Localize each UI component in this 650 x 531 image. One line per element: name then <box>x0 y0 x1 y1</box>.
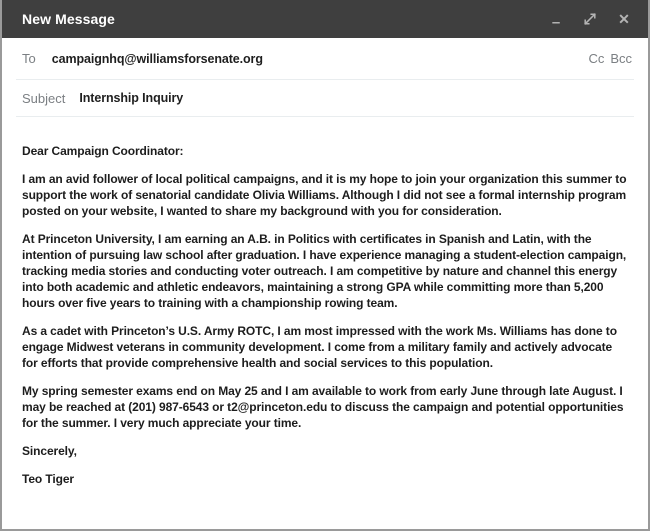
body-paragraph: Teo Tiger <box>22 472 74 486</box>
body-paragraph: At Princeton University, I am earning an A.B. in Politics with certificates in Spanish and Latin, with the intention of pursuing law school after graduation. I have experience managing a student-election campaign, tracking media stories and conducting voter outreach. I am competitive by nature and channel this energy into both academic and athletic endeavors, maintaining a strong GPA while committing more than 5,200 hours over five years to training with a championship rowing team. <box>22 232 627 310</box>
subject-row <box>2 80 648 116</box>
pop-out-icon[interactable] <box>582 11 598 27</box>
body-paragraph: My spring semester exams end on May 25 and I am available to work from early June through late August. I may be reached at (201) 987-6543 or t2@princeton.edu to discuss the campaign and potential opportunities for the summer. I very much appreciate your time. <box>22 384 624 430</box>
cc-bcc-links <box>588 51 632 66</box>
titlebar[interactable] <box>2 0 648 38</box>
minimize-icon[interactable]: – <box>551 13 561 31</box>
subject-value[interactable]: Internship Inquiry <box>79 91 184 105</box>
to-label: To <box>22 51 36 66</box>
window-controls <box>548 10 632 31</box>
message-body-editor[interactable] <box>2 117 648 487</box>
to-recipient-value[interactable]: campaignhq@williamsforsenate.org <box>51 51 263 66</box>
to-row <box>2 38 648 79</box>
body-paragraph: I am an avid follower of local political campaigns, and it is my hope to join your organization this summer to support the work of senatorial candidate Olivia Williams. Although I did not see a formal internship program posted on your website, I wanted to share my background with you for consideration. <box>22 172 627 218</box>
subject-label: Subject <box>22 90 66 106</box>
body-paragraph: Sincerely, <box>22 444 77 458</box>
cc-link[interactable]: Cc <box>588 51 605 66</box>
body-paragraph: As a cadet with Princeton’s U.S. Army ROTC, I am most impressed with the work Ms. Williams has done to engage Midwest veterans in community development. I come from a military family and actively advocate for efforts that provide comprehensive health and social services to this population. <box>22 324 617 370</box>
window-title: New Message <box>22 11 115 27</box>
close-icon[interactable]: ✕ <box>618 10 630 27</box>
body-paragraph: Dear Campaign Coordinator: <box>22 144 184 158</box>
bcc-link[interactable]: Bcc <box>610 51 632 66</box>
